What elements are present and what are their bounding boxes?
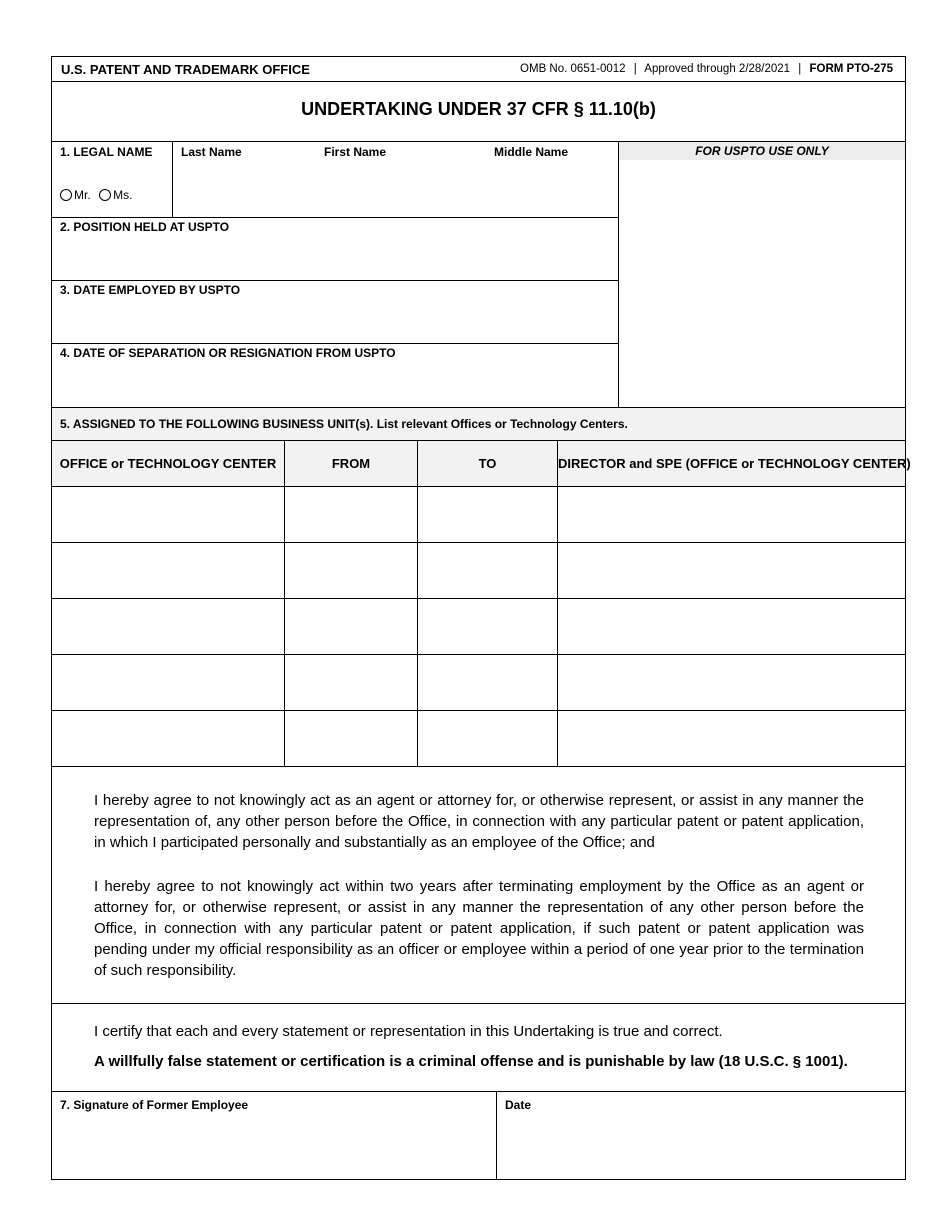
from-cell[interactable] [285, 543, 417, 598]
office-cell[interactable] [52, 543, 284, 598]
header-separator: | [633, 63, 637, 75]
uspto-use-header [619, 142, 905, 160]
agreement-paragraph-2: I hereby agree to not knowingly act within two years after terminating employment by the Office as an agent or attorney for, or otherwise represent, or assist in any manner the representation of any other person before the Office, in connection with any particular patent or patent application, if such patent or patent application was pending under my official responsibility as an officer or employee within a period of one year prior to the termination of such responsibility. [94, 878, 864, 979]
to-cell[interactable] [418, 655, 557, 710]
omb-info [520, 63, 893, 75]
table-row [52, 655, 905, 711]
director-cell[interactable] [558, 543, 905, 598]
column-to: TO [478, 456, 497, 471]
from-cell[interactable] [285, 655, 417, 710]
radio-ms[interactable] [99, 188, 132, 202]
director-cell[interactable] [558, 711, 905, 766]
to-cell[interactable] [418, 543, 557, 598]
radio-ms-label: Ms. [113, 188, 133, 202]
position-input[interactable] [53, 237, 617, 279]
undertaking-form [51, 56, 911, 1180]
legal-name-label: 1. LEGAL NAME [60, 145, 153, 159]
signature-label: 7. Signature of Former Employee [60, 1098, 249, 1112]
separation-date-input[interactable] [53, 363, 617, 406]
office-cell[interactable] [52, 599, 284, 654]
last-name-label: Last Name [181, 145, 242, 159]
from-cell[interactable] [285, 599, 417, 654]
legal-name-input[interactable] [173, 159, 618, 216]
date-employed-label: 3. DATE EMPLOYED BY USPTO [60, 283, 241, 297]
business-units-table [52, 440, 911, 766]
radio-circle-icon[interactable] [99, 189, 111, 201]
radio-mr-label: Mr. [74, 188, 91, 202]
omb-number: OMB No. 0651-0012 [520, 63, 626, 75]
table-row [52, 599, 905, 655]
business-units-label: 5. ASSIGNED TO THE FOLLOWING BUSINESS UNIT(s). List relevant Offices or Technology Centers. [60, 417, 628, 431]
office-cell[interactable] [52, 711, 284, 766]
to-cell[interactable] [418, 599, 557, 654]
uspto-use-label: FOR USPTO USE ONLY [695, 144, 829, 158]
table-row [52, 543, 905, 599]
to-cell[interactable] [418, 711, 557, 766]
office-cell[interactable] [52, 487, 284, 542]
salutation-options [60, 188, 136, 206]
from-cell[interactable] [285, 487, 417, 542]
agency-name: U.S. PATENT AND TRADEMARK OFFICE [61, 62, 310, 77]
form-number: FORM PTO-275 [809, 63, 893, 75]
director-cell[interactable] [558, 487, 905, 542]
column-from: FROM [331, 456, 371, 471]
certification-warning: A willfully false statement or certification is a criminal offense and is punishable by law (18 U.S.C. § 1001). [94, 1053, 848, 1070]
first-name-label: First Name [324, 145, 387, 159]
table-header [52, 441, 911, 487]
section5-header [52, 407, 905, 440]
director-cell[interactable] [558, 655, 905, 710]
to-cell[interactable] [418, 487, 557, 542]
signature-field[interactable] [53, 1117, 495, 1177]
date-label: Date [505, 1098, 532, 1112]
director-cell[interactable] [558, 599, 905, 654]
position-label: 2. POSITION HELD AT USPTO [60, 220, 230, 234]
column-director: DIRECTOR and SPE (OFFICE or TECHNOLOGY CENTER) [558, 456, 911, 471]
form-title: UNDERTAKING UNDER 37 CFR § 11.10(b) [301, 99, 656, 119]
date-employed-input[interactable] [53, 300, 617, 342]
certification-statement: I certify that each and every statement or representation in this Undertaking is true and correct. [94, 1023, 723, 1040]
office-cell[interactable] [52, 655, 284, 710]
agreement-paragraph-1: I hereby agree to not knowingly act as an agent or attorney for, or otherwise represent, or assist in any manner the representation of, any other person before the Office, in connection with any particular patent or patent application, in which I participated personally and substantially as an employee of the Office; and [94, 792, 864, 851]
middle-name-label: Middle Name [494, 145, 569, 159]
approval-date: Approved through 2/28/2021 [644, 63, 791, 75]
radio-circle-icon[interactable] [60, 189, 72, 201]
date-field[interactable] [498, 1117, 904, 1177]
separation-date-label: 4. DATE OF SEPARATION OR RESIGNATION FROM USPTO [60, 346, 396, 360]
uspto-use-area [619, 161, 905, 407]
radio-mr[interactable] [60, 188, 91, 202]
table-row [52, 487, 905, 543]
column-office: OFFICE or TECHNOLOGY CENTER [59, 456, 277, 471]
from-cell[interactable] [285, 711, 417, 766]
header-separator: | [798, 63, 802, 75]
table-row [52, 711, 905, 767]
